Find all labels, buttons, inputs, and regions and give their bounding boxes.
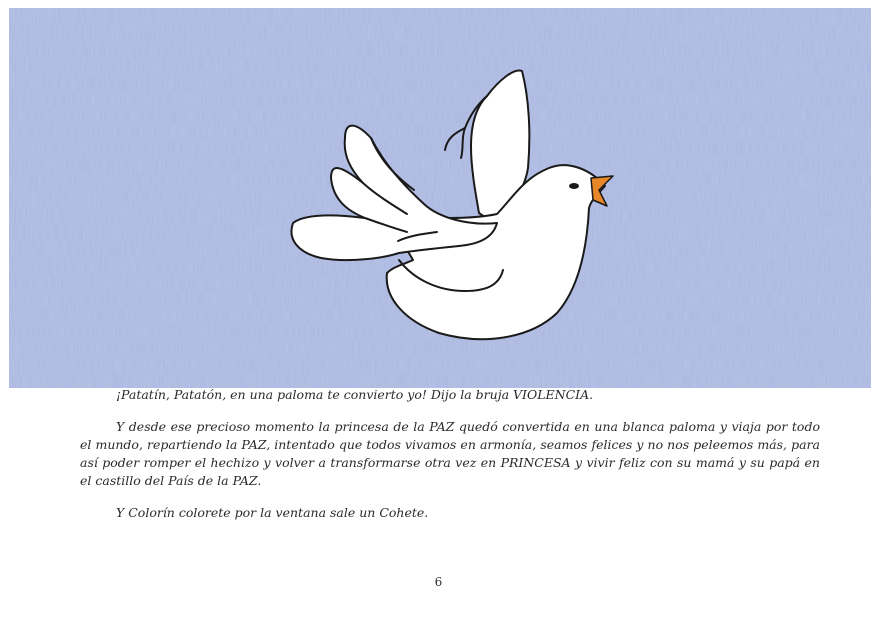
story-paragraph: Y desde ese precioso momento la princesa de la PAZ quedó convertida en una blanca paloma y viaja por todo el mundo, repartiendo la PAZ, intentado que todos vivamos en armonía, seamos felices y no nos peleemos más, para así poder romper el hechizo y volver a transformarse otra vez en PRINCESA y vivir feliz con su mamá y su papá en el castillo del País de la PAZ. bbox=[80, 419, 820, 488]
dove-eye bbox=[569, 183, 579, 189]
dove-drawing bbox=[9, 8, 871, 388]
story-text bbox=[80, 386, 820, 522]
closing-line: Y Colorín colorete por la ventana sale un Cohete. bbox=[116, 505, 429, 520]
opening-line: ¡Patatín, Patatón, en una paloma te convierto yo! Dijo la bruja VIOLENCIA. bbox=[116, 387, 594, 402]
sky-illustration bbox=[9, 8, 871, 388]
page-number: 6 bbox=[434, 575, 443, 589]
